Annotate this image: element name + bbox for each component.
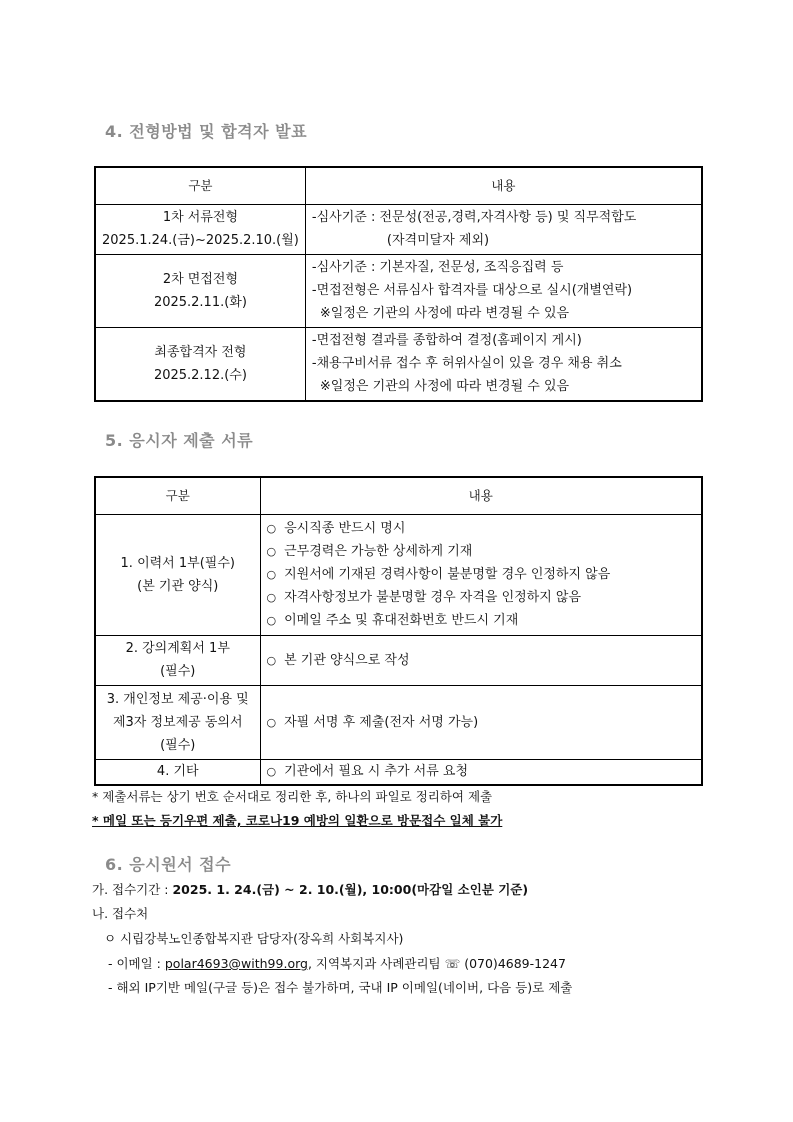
table-row <box>95 327 702 401</box>
document-cell: 4. 기타 <box>95 759 260 785</box>
overseas-ip-note: - 해외 IP기반 메일(구글 등)은 접수 불가하며, 국내 IP 이메일(네이버, 다음 등)로 제출 <box>108 980 573 995</box>
table-row <box>95 635 702 685</box>
stage-cell: 최종합격자 전형 2025.2.12.(수) <box>95 327 305 401</box>
content-cell: ○ 응시직종 반드시 명시 ○ 근무경력은 가능한 상세하게 기재 ○ 지원서에 기재된 경력사항이 불분명할 경우 인정하지 않음 ○ 자격사항정보가 불분명할 경우 자격을 인정하지 않음 ○ 이메일 주소 및 휴대전화번호 반드시 기재 <box>260 514 702 635</box>
content-cell: -심사기준 : 기본자질, 전문성, 조직응집력 등 -면접전형은 서류심사 합격자를 대상으로 실시(개별연락) ※일정은 기관의 사정에 따라 변경될 수 있음 <box>305 254 702 327</box>
required-documents-table <box>94 476 703 786</box>
table-row <box>95 759 702 785</box>
content-cell: -면접전형 결과를 종합하여 결정(홈페이지 게시) -채용구비서류 접수 후 허위사실이 있을 경우 채용 취소 ※일정은 기관의 사정에 따라 변경될 수 있음 <box>305 327 702 401</box>
application-period-value: 2025. 1. 24.(금) ~ 2. 10.(월), 10:00(마감일 소인분 기준) <box>172 882 529 897</box>
application-period: 가. 접수기간 : 2025. 1. 24.(금) ~ 2. 10.(월), 10:00(마감일 소인분 기준) <box>92 882 529 897</box>
selection-process-table <box>94 166 703 402</box>
column-header-content: 내용 <box>260 477 702 514</box>
document-cell: 3. 개인정보 제공·이용 및 제3자 정보제공 동의서 (필수) <box>95 685 260 759</box>
email-link[interactable]: polar4693@with99.org <box>164 956 308 971</box>
table-row <box>95 254 702 327</box>
section-6-title: 6. 응시원서 접수 <box>105 855 232 874</box>
table-row <box>95 204 702 254</box>
table-row <box>95 685 702 759</box>
section-5-title: 5. 응시자 제출 서류 <box>105 431 254 450</box>
content-cell: ○ 기관에서 필요 시 추가 서류 요청 <box>260 759 702 785</box>
table-header-row <box>95 167 702 204</box>
email-line: - 이메일 : polar4693@with99.org, 지역복지과 사례관리팀 ☏ (070)4689-1247 <box>108 956 566 971</box>
column-header-content: 내용 <box>305 167 702 204</box>
content-cell: -심사기준 : 전문성(전공,경력,자격사항 등) 및 직무적합도 (자격미달자 제외) <box>305 204 702 254</box>
contact-person: ㅇ 시립강북노인종합복지관 담당자(장옥희 사회복지사) <box>104 931 404 946</box>
submission-warning: * 메일 또는 등기우편 제출, 코로나19 예방의 일환으로 방문접수 일체 불가 <box>92 813 503 828</box>
document-cell: 1. 이력서 1부(필수) (본 기관 양식) <box>95 514 260 635</box>
section-4-title: 4. 전형방법 및 합격자 발표 <box>105 122 308 141</box>
table-row <box>95 514 702 635</box>
stage-cell: 2차 면접전형 2025.2.11.(화) <box>95 254 305 327</box>
column-header-category: 구분 <box>95 167 305 204</box>
content-cell: ○ 본 기관 양식으로 작성 <box>260 635 702 685</box>
document-cell: 2. 강의계획서 1부 (필수) <box>95 635 260 685</box>
application-place-label: 나. 접수처 <box>92 906 149 921</box>
submission-note: * 제출서류는 상기 번호 순서대로 정리한 후, 하나의 파일로 정리하여 제출 <box>92 789 493 804</box>
content-cell: ○ 자필 서명 후 제출(전자 서명 가능) <box>260 685 702 759</box>
stage-cell: 1차 서류전형 2025.1.24.(금)~2025.2.10.(월) <box>95 204 305 254</box>
column-header-category: 구분 <box>95 477 260 514</box>
table-header-row <box>95 477 702 514</box>
